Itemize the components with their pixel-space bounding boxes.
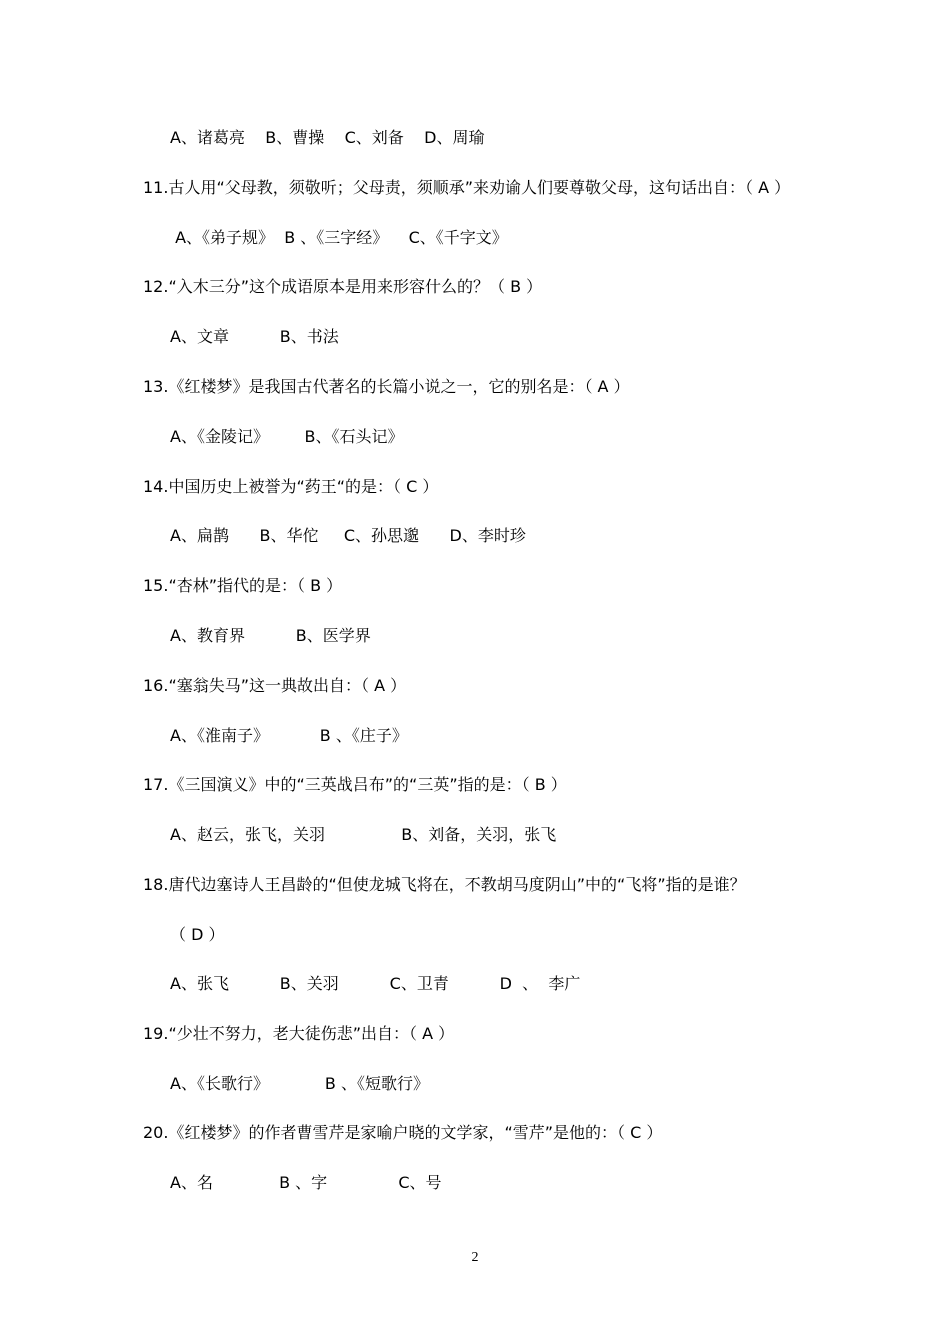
options-q20: A、名 B 、字 C、号	[170, 1173, 442, 1192]
question-11: 11.古人用“父母教，须敬听；父母责，须顺承”来劝谕人们要尊敬父母，这句话出自：（ A ）	[143, 178, 791, 197]
options-q10: A、诸葛亮 B、曹操 C、刘备 D、周瑜	[170, 128, 485, 147]
options-q18: A、张飞 B、关羽 C、卫青 D 、 李广	[170, 974, 581, 993]
question-13: 13.《红楼梦》是我国古代著名的长篇小说之一，它的别名是：（ A ）	[143, 377, 630, 396]
question-18: 18.唐代边塞诗人王昌龄的“但使龙城飞将在，不教胡马度阴山”中的“飞将”指的是谁？	[143, 875, 746, 894]
page-number: 2	[471, 1250, 479, 1265]
options-q19: A、《长歌行》 B 、《短歌行》	[170, 1074, 429, 1093]
options-q14: A、扁鹊 B、华佗 C、孙思邈 D、李时珍	[170, 526, 526, 545]
question-15: 15.“杏林”指代的是：（ B ）	[143, 576, 343, 595]
question-14: 14.中国历史上被誉为“药王“的是：（ C ）	[143, 477, 439, 496]
options-q16: A、《淮南子》 B 、《庄子》	[170, 726, 408, 745]
options-q12: A、文章 B、书法	[170, 327, 339, 346]
question-12: 12.“入木三分”这个成语原本是用来形容什么的？（ B ）	[143, 277, 543, 296]
answer-q18: （ D ）	[170, 925, 225, 944]
question-19: 19.“少壮不努力，老大徒伤悲”出自：（ A ）	[143, 1024, 455, 1043]
options-q15: A、教育界 B、医学界	[170, 626, 371, 645]
options-q13: A、《金陵记》 B、《石头记》	[170, 427, 404, 446]
question-20: 20.《红楼梦》的作者曹雪芹是家喻户晓的文学家，“雪芹”是他的：（ C ）	[143, 1123, 663, 1142]
options-q17: A、赵云，张飞，关羽 B、刘备，关羽，张飞	[170, 825, 557, 844]
options-q11: A、《弟子规》 B 、《三字经》 C、《千字文》	[170, 228, 508, 247]
question-16: 16.“塞翁失马”这一典故出自：（ A ）	[143, 676, 407, 695]
question-17: 17.《三国演义》中的“三英战吕布”的“三英”指的是：（ B ）	[143, 775, 567, 794]
